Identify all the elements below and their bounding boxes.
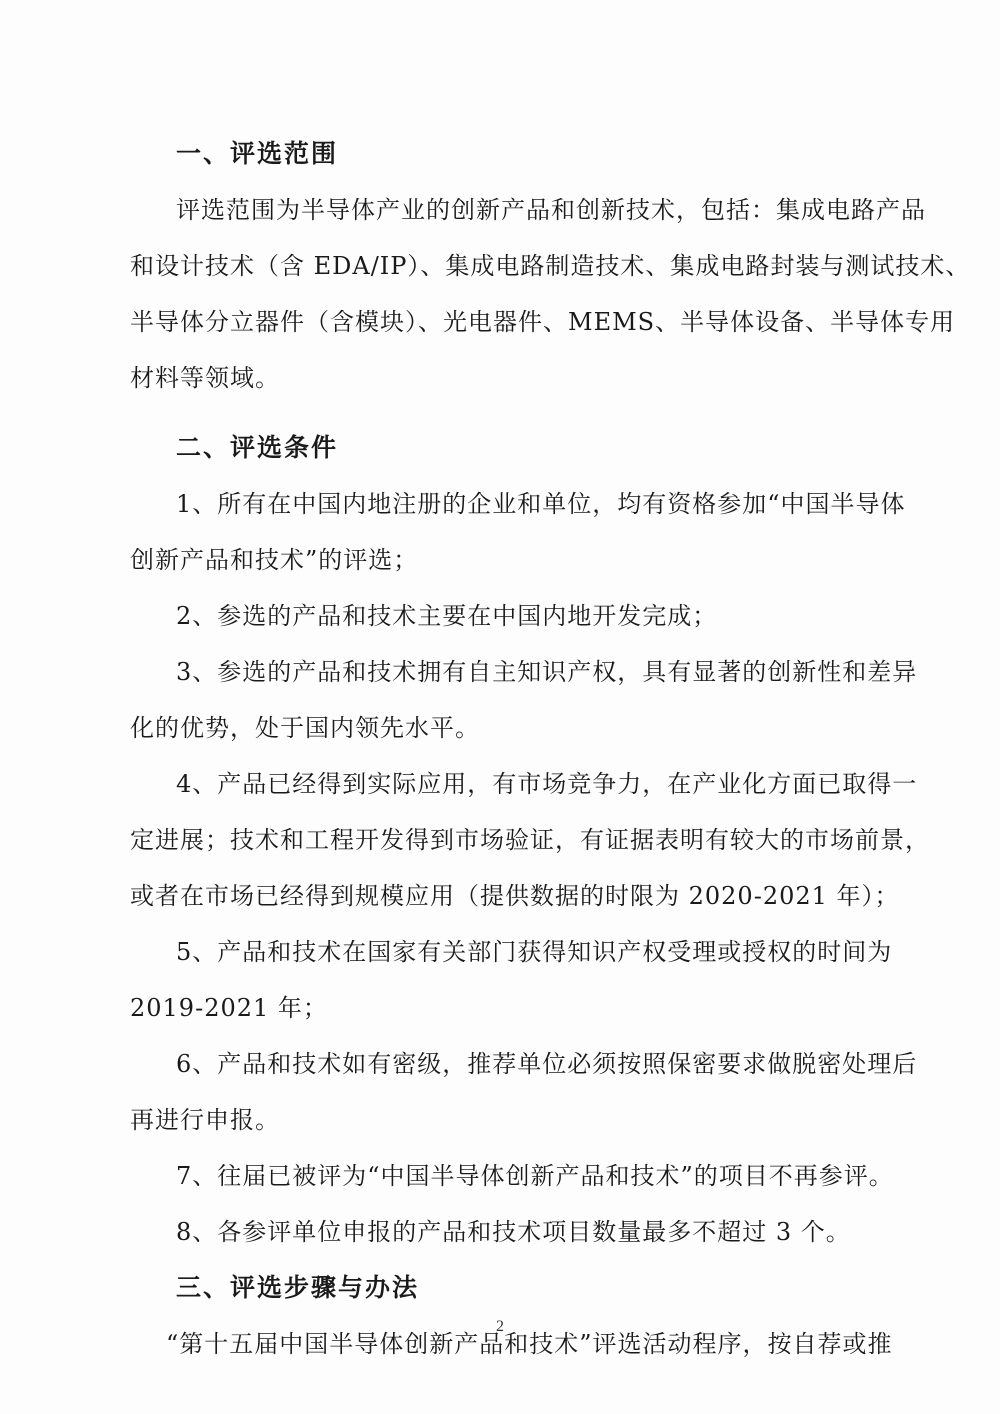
condition-item-1 — [130, 476, 906, 588]
paragraph-line: 8、各参评单位申报的产品和技术项目数量最多不超过 3 个。 — [176, 1218, 851, 1246]
paragraph-line: 4、产品已经得到实际应用，有市场竞争力，在产业化方面已取得一 — [176, 770, 918, 798]
section-heading-conditions: 二、评选条件 — [176, 433, 339, 462]
condition-item-8 — [130, 1204, 878, 1260]
paragraph-line: 2019-2021 年； — [130, 994, 328, 1022]
paragraph-line: 化的优势，处于国内领先水平。 — [130, 714, 480, 742]
condition-item-4 — [130, 756, 930, 924]
paragraph-line: 6、产品和技术如有密级，推荐单位必须按照保密要求做脱密处理后 — [176, 1050, 918, 1078]
condition-item-7 — [130, 1148, 894, 1204]
section-heading-scope: 一、评选范围 — [176, 139, 339, 168]
paragraph-line: 材料等领域。 — [130, 364, 280, 392]
condition-item-5 — [130, 924, 893, 1036]
paragraph-line: 定进展；技术和工程开发得到市场验证，有证据表明有较大的市场前景， — [130, 826, 930, 854]
paragraph-line: 1、所有在中国内地注册的企业和单位，均有资格参加“中国半导体 — [176, 490, 906, 518]
document-body — [130, 126, 971, 1372]
paragraph-line: 评选范围为半导体产业的创新产品和创新技术，包括：集成电路产品 — [176, 196, 926, 224]
paragraph-line: 7、往届已被评为“中国半导体创新产品和技术”的项目不再参评。 — [176, 1162, 894, 1190]
section-heading-procedure: 三、评选步骤与办法 — [176, 1273, 420, 1302]
paragraph-line: 5、产品和技术在国家有关部门获得知识产权受理或授权的时间为 — [176, 938, 893, 966]
paragraph-line: 3、参选的产品和技术拥有自主知识产权，具有显著的创新性和差异 — [176, 658, 918, 686]
paragraph-line: 再进行申报。 — [130, 1106, 280, 1134]
condition-item-3 — [130, 644, 918, 756]
paragraph-line: 半导体分立器件（含模块）、光电器件、MEMS、半导体设备、半导体专用 — [130, 308, 956, 336]
paragraph-line: 创新产品和技术”的评选； — [130, 546, 419, 574]
paragraph-line: 或者在市场已经得到规模应用（提供数据的时限为 2020-2021 年）； — [130, 882, 900, 910]
page-number: 2 — [496, 1318, 504, 1335]
paragraph-line: 和设计技术（含 EDA/IP）、集成电路制造技术、集成电路封装与测试技术、 — [130, 252, 971, 280]
paragraph-scope — [130, 182, 971, 406]
condition-item-2 — [130, 588, 878, 644]
paragraph-line: 2、参选的产品和技术主要在中国内地开发完成； — [176, 602, 718, 630]
condition-item-6 — [130, 1036, 918, 1148]
paragraph-line: “第十五届中国半导体创新产品和技术”评选活动程序，按自荐或推 — [166, 1330, 893, 1358]
